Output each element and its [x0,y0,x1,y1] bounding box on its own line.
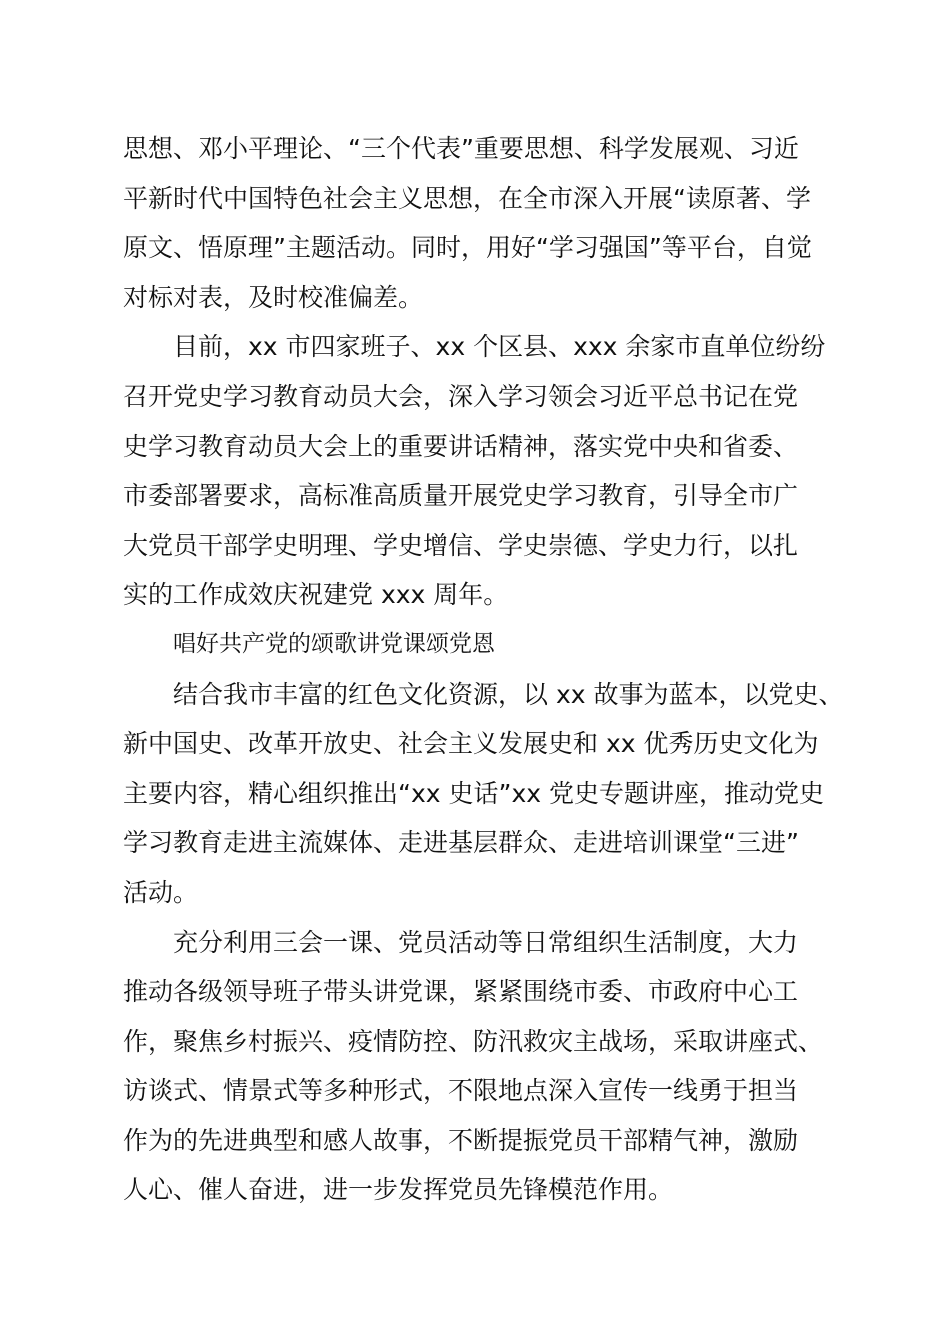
heading-text: 唱好共产党的颂歌讲党课颂党恩 [173,630,495,657]
paragraph-2 [123,322,853,620]
text-line: 实的工作成效庆祝建党 xxx 周年。 [123,580,509,610]
text-line: 作，聚焦乡村振兴、疫情防控、防汛救灾主战场，采取讲座式、 [123,1026,824,1056]
paragraph-4 [123,918,853,1216]
text-line: 大党员干部学史明理、学史增信、学史崇德、学史力行，以扎 [123,530,799,560]
text-line: 推动各级领导班子带头讲党课，紧紧围绕市委、市政府中心工 [123,977,799,1007]
text-line: 主要内容，精心组织推出“xx 史话”xx 党史专题讲座，推动党史 [123,778,824,808]
text-line: 结合我市丰富的红色文化资源，以 xx 故事为蓝本，以党史、 [173,679,844,709]
text-line: 市委部署要求，高标准高质量开展党史学习教育，引导全市广 [123,481,799,511]
text-line: 新中国史、改革开放史、社会主义发展史和 xx 优秀历史文化为 [123,729,819,759]
text-line: 人心、催人奋进，进一步发挥党员先锋模范作用。 [123,1175,674,1205]
text-line: 召开党史学习教育动员大会，深入学习领会习近平总书记在党 [123,381,799,411]
text-line: 平新时代中国特色社会主义思想，在全市深入开展“读原著、学 [123,183,811,213]
text-line: 学习教育走进主流媒体、走进基层群众、走进培训课堂“三进” [123,828,799,858]
paragraph-3 [123,670,853,918]
text-line: 充分利用三会一课、党员活动等日常组织生活制度，大力 [173,927,799,957]
text-line: 史学习教育动员大会上的重要讲话精神，落实党中央和省委、 [123,431,799,461]
text-line: 原文、悟原理”主题活动。同时，用好“学习强国”等平台，自觉 [123,233,812,263]
text-line: 思想、邓小平理论、“三个代表”重要思想、科学发展观、习近 [123,134,799,163]
text-line: 对标对表，及时校准偏差。 [123,282,424,312]
section-heading [123,620,853,670]
document-body [123,124,853,1215]
text-line: 访谈式、情景式等多种形式，不限地点深入宣传一线勇于担当 [123,1076,799,1106]
paragraph-1 [123,124,853,322]
text-line: 作为的先进典型和感人故事，不断提振党员干部精气神，激励 [123,1125,799,1155]
text-line: 活动。 [123,877,199,907]
text-line: 目前，xx 市四家班子、xx 个区县、xxx 余家市直单位纷纷 [173,332,826,362]
